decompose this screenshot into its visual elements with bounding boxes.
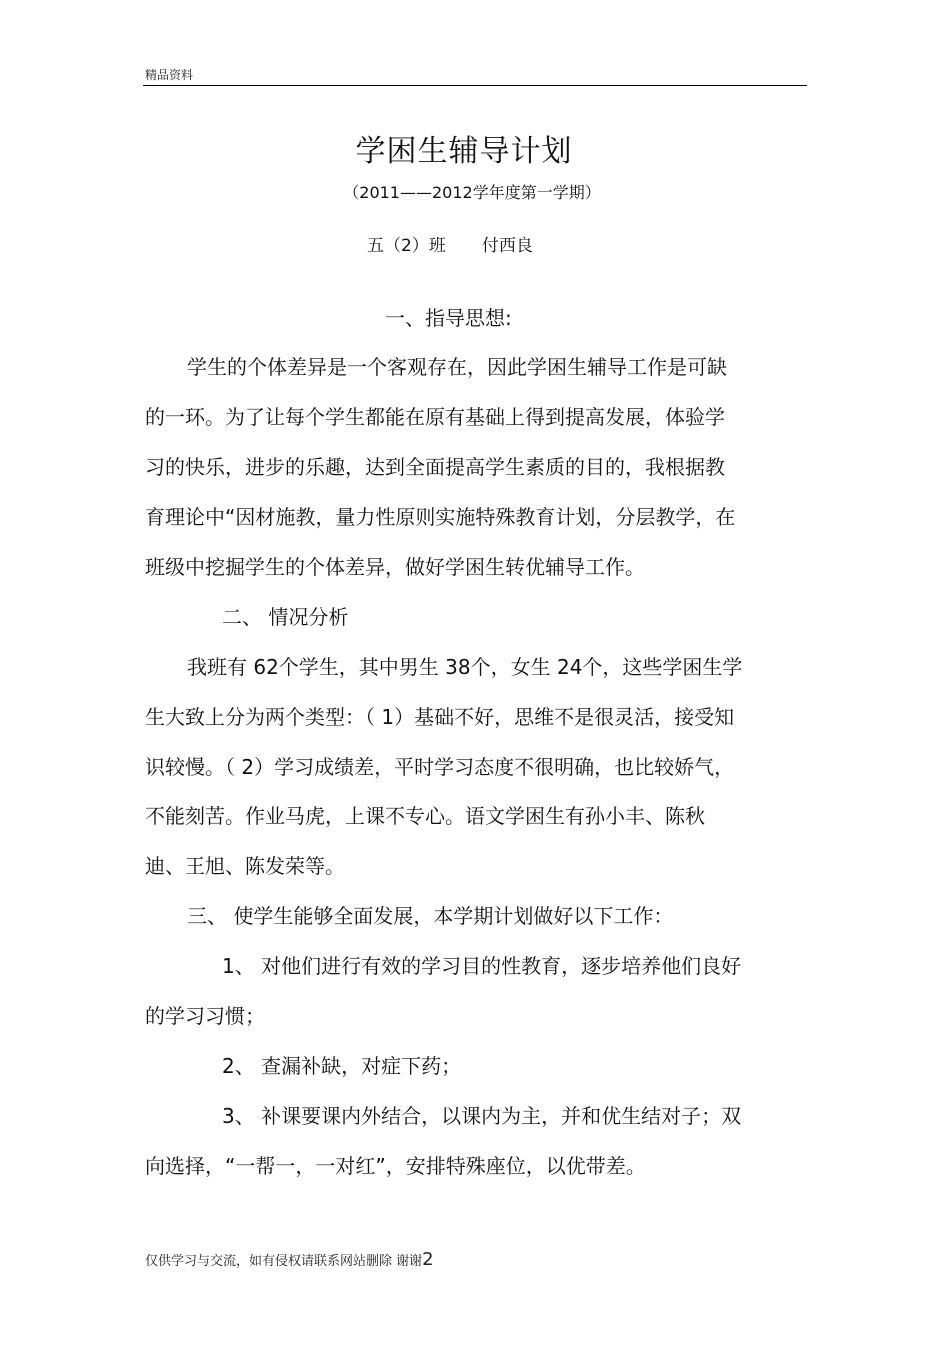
paragraph-line: 的一环。为了让每个学生都能在原有基础上得到提高发展，体验学 <box>145 405 725 429</box>
author-line <box>367 231 533 256</box>
header-rule <box>143 85 807 86</box>
paragraph-line: 迪、王旭、陈发荣等。 <box>145 854 345 878</box>
paragraph-line: 班级中挖掘学生的个体差异，做好学困生转优辅导工作。 <box>145 555 645 579</box>
list-item: 1、 对他们进行有效的学习目的性教育，逐步培养他们良好 <box>222 954 742 978</box>
list-item: 2、 查漏补缺，对症下药； <box>222 1054 462 1078</box>
document-title: 学困生辅导计划 <box>355 134 573 169</box>
footer <box>145 1249 434 1270</box>
section-heading: 三、 使学生能够全面发展，本学期计划做好以下工作： <box>187 904 674 928</box>
list-item-continuation: 的学习习惯； <box>145 1004 265 1028</box>
paragraph-line: 识较慢。（ 2）学习成绩差，平时学习态度不很明确，也比较娇气， <box>145 755 735 779</box>
paragraph-line: 育理论中“因材施教，量力性原则实施特殊教育计划，分层教学，在 <box>145 505 736 529</box>
teacher-name: 付西良 <box>481 236 533 256</box>
paragraph-line: 习的快乐，进步的乐趣，达到全面提高学生素质的目的，我根据教 <box>145 455 725 479</box>
section-heading: 一、指导思想: <box>385 306 512 330</box>
class-name: 五（2）班 <box>367 236 446 256</box>
paragraph-line: 学生的个体差异是一个客观存在，因此学困生辅导工作是可缺 <box>187 355 727 379</box>
paragraph-line: 我班有 62个学生，其中男生 38个，女生 24个，这些学困生学 <box>187 655 743 679</box>
header-label: 精品资料 <box>145 68 194 82</box>
list-item: 3、 补课要课内外结合，以课内为主，并和优生结对子；双 <box>222 1104 742 1128</box>
section-heading: 二、 情况分析 <box>222 605 349 629</box>
paragraph-line: 生大致上分为两个类型：（ 1）基础不好，思维不是很灵活，接受知 <box>145 705 735 729</box>
page-number: 2 <box>422 1249 434 1270</box>
footer-text: 仅供学习与交流，如有侵权请联系网站删除 谢谢 <box>145 1254 423 1269</box>
document-subtitle: （2011——2012学年度第一学期） <box>343 183 601 202</box>
list-item-continuation: 向选择，“一帮一，一对红”，安排特殊座位，以优带差。 <box>145 1154 646 1178</box>
paragraph-line: 不能刻苦。作业马虎，上课不专心。语文学困生有孙小丰、陈秋 <box>145 804 705 828</box>
